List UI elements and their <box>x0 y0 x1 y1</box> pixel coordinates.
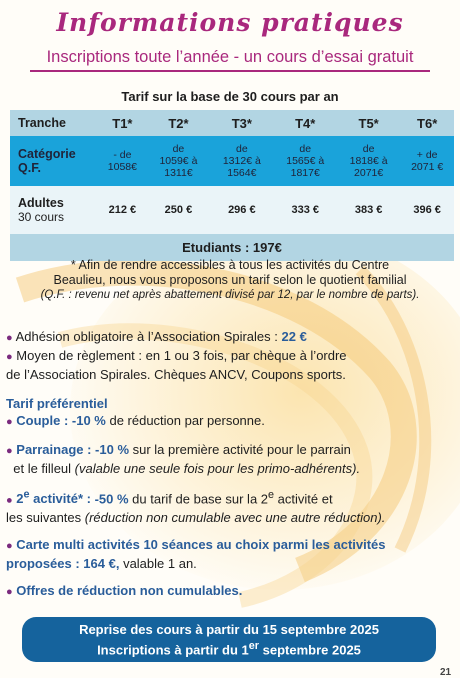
adultes-label-text: Adultes <box>18 196 64 210</box>
carte-line2-bold: proposées : 164 €, <box>6 556 120 572</box>
couple-pct: -10 % <box>71 413 106 428</box>
cat-t1-l1: - de <box>113 149 132 161</box>
note-line2: Beaulieu, nous vous proposons un tarif selon le quotient familial <box>53 273 407 287</box>
reglement-item <box>6 347 456 383</box>
categorie-label-line2: Q.F. <box>18 161 41 175</box>
cat-t2-l1: de <box>172 143 185 155</box>
cat-t1-l2: 1058€ <box>107 161 137 173</box>
cat-t5 <box>337 136 400 186</box>
price-t2: 250 € <box>164 204 193 216</box>
couple-text: de réduction par personne. <box>105 413 265 428</box>
reglement-line2: de l’Association Spirales. Chèques ANCV, Coupons sports. <box>6 367 346 382</box>
deux-text-sup: e <box>268 489 275 501</box>
price-t5: 383 € <box>354 204 383 216</box>
deux-sup: e <box>23 489 30 501</box>
banner-line2-sup: er <box>248 639 260 652</box>
note-line3: (Q.F. : revenu net après abattement divisé par 12, par le nombre de parts). <box>40 289 420 301</box>
cat-t4 <box>274 136 337 186</box>
info-list <box>6 328 456 601</box>
cat-t5-l1: de <box>362 143 375 155</box>
carte-multi-item <box>6 536 456 572</box>
banner-line1: Reprise des cours à partir du 15 septembre 2025 <box>79 621 379 637</box>
bullet-icon: ● <box>6 332 13 344</box>
adultes-label <box>10 186 98 234</box>
parrainage-pct: -10 % <box>95 442 130 457</box>
categorie-label <box>10 136 98 186</box>
cat-t5-l3: 2071€ <box>354 167 384 179</box>
parrainage-item <box>6 441 456 477</box>
categorie-row <box>10 136 454 186</box>
tarif-heading: Tarif sur la base de 30 cours par an <box>121 89 339 104</box>
deux-pct: -50 % <box>94 491 129 507</box>
note-line1: * Afin de rendre accessibles à tous les activités du Centre <box>70 258 390 272</box>
cat-t5-l2: 1818€ à <box>349 155 388 167</box>
bullet-icon: ● <box>6 586 13 599</box>
parrainage-line2: et le filleul <box>13 461 75 476</box>
cat-t2-l2: 1059€ à <box>159 155 198 167</box>
cat-t6-l2: 2071 € <box>411 161 444 173</box>
page-number: 21 <box>440 667 452 678</box>
cat-t2-l3: 1311€ <box>164 167 193 179</box>
col-t1: T1* <box>112 115 133 131</box>
price-t1: 212 € <box>108 204 137 216</box>
page-subtitle: Inscriptions toute l’année - un cours d’essai gratuit <box>46 48 414 66</box>
cat-t2 <box>147 136 210 186</box>
deuxieme-label <box>16 491 94 506</box>
carte-line2-rest: valable 1 an. <box>119 556 197 572</box>
categorie-label-line1: Catégorie <box>18 147 76 161</box>
deuxieme-activite-item <box>6 487 456 526</box>
cat-t4-l3: 1817€ <box>290 167 320 179</box>
cat-t3-l1: de <box>235 143 248 155</box>
page-title: Informations pratiques <box>56 8 404 37</box>
parrainage-label: Parrainage : <box>16 442 96 457</box>
deux-rest: activité* : <box>29 491 95 507</box>
bullet-icon: ● <box>6 445 13 457</box>
deux-text-b: activité et <box>274 491 333 507</box>
deux-num: 2 <box>16 491 24 507</box>
etudiants-row <box>10 234 454 261</box>
col-t6: T6* <box>417 115 438 131</box>
subtitle-underline <box>30 70 430 72</box>
cat-t3-l3: 1564€ <box>227 167 257 179</box>
cat-t6 <box>400 136 454 186</box>
offres-text: Offres de réduction non cumulables. <box>16 583 243 599</box>
bullet-icon: ● <box>6 540 13 553</box>
adhesion-item <box>6 328 456 347</box>
quotient-note <box>0 258 460 303</box>
bullet-icon: ● <box>6 416 13 428</box>
bullet-icon: ● <box>6 494 13 507</box>
bullet-icon: ● <box>6 351 13 363</box>
price-t6: 396 € <box>413 204 441 216</box>
reprise-banner <box>22 617 436 662</box>
cat-t6-l1: + de <box>416 149 438 161</box>
cat-t1 <box>98 136 147 186</box>
price-t3: 296 € <box>228 204 256 216</box>
tarif-header-row <box>10 110 454 136</box>
cat-t4-l2: 1565€ à <box>286 155 325 167</box>
col-t5: T5* <box>358 115 379 131</box>
tarif-preferentiel-heading: Tarif préférentiel <box>6 396 108 411</box>
banner-line2 <box>22 638 436 658</box>
col-t3: T3* <box>231 115 252 131</box>
tarif-table <box>10 110 454 261</box>
price-t4: 333 € <box>291 204 319 216</box>
adultes-sub: 30 cours <box>18 210 65 224</box>
cat-t4-l1: de <box>299 143 312 155</box>
adultes-row <box>10 186 454 234</box>
deux-italic: (réduction non cumulable avec une autre réduction). <box>84 510 386 526</box>
col-t2: T2* <box>168 115 189 131</box>
reglement-line1: Moyen de règlement : en 1 ou 3 fois, par chèque à l’ordre <box>16 348 347 363</box>
col-t4: T4* <box>295 115 316 131</box>
parrainage-italic: (valable une seule fois pour les primo-adhérents). <box>74 461 361 476</box>
adhesion-price: 22 € <box>281 329 307 344</box>
offres-item <box>6 582 456 601</box>
couple-label: Couple : <box>16 413 72 428</box>
tranche-label: Tranche <box>18 116 66 130</box>
banner-line2-a: Inscriptions à partir du 1 <box>97 642 249 658</box>
cat-t3-l2: 1312€ à <box>222 155 261 167</box>
cat-t3 <box>210 136 273 186</box>
deux-text-a: du tarif de base sur la 2 <box>128 491 269 507</box>
couple-item <box>6 412 456 431</box>
etudiants-price: Etudiants : 197€ <box>182 240 282 255</box>
deux-line2: les suivantes <box>6 510 85 526</box>
banner-line2-b: septembre 2025 <box>259 642 361 658</box>
carte-line1: Carte multi activités 10 séances au choix parmi les activités <box>16 537 386 553</box>
parrainage-text: sur la première activité pour le parrain <box>129 442 351 457</box>
adhesion-text: Adhésion obligatoire à l’Association Spirales : <box>15 329 282 344</box>
